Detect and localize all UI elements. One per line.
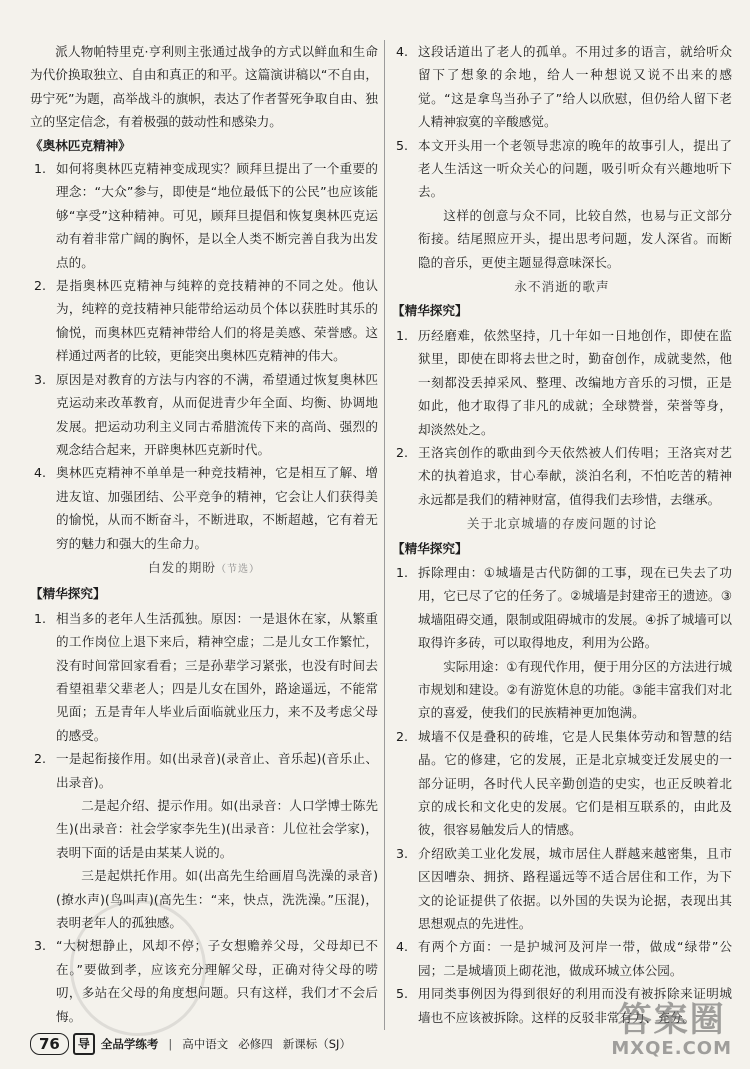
item-text: 本文开头用一个老领导悲凉的晚年的故事引人，提出了老人生活这一听众关心的问题，吸引听众有兴趣地听下去。 <box>418 137 732 200</box>
wall-item-3 <box>392 842 732 936</box>
song-item-1 <box>392 324 732 441</box>
item-number: 2. <box>396 728 409 744</box>
guide-icon: 导 <box>73 1033 95 1055</box>
wall-item-1-sub: 实际用途：①有现代作用，便于用分区的方法进行城市规划和建设。②有游览休息的功能。③能丰富我们对北京的喜爱，使我们的民族精神更加饱满。 <box>418 658 732 721</box>
page-footer <box>30 1031 361 1057</box>
column-divider <box>384 40 385 1030</box>
edition: 新课标（SJ） <box>282 1037 351 1051</box>
pan-item-4 <box>392 40 732 134</box>
section-title-city-wall: 关于北京城墙的存废问题的讨论 <box>466 516 658 532</box>
item-text: 王洛宾创作的歌曲到今天依然被人们传唱；王洛宾对艺术的执着追求，甘心奉献，淡泊名利，不怕吃苦的精神永远都是我们的精神财富，值得我们去珍惜，去继承。 <box>418 444 732 507</box>
item-number: 4. <box>396 939 409 955</box>
item-text: 奥林匹克精神不单单是一种竞技精神，它是相互了解、增进友谊、加强团结、公平竞争的精神，它会让人们获得美的愉悦，从而不断奋斗，不断进取，不断超越，它有着无穷的魅力和强大的生命力。 <box>56 465 378 551</box>
item-text: 历经磨难，依然坚持，几十年如一日地创作，即使在监狱里，即使在即将去世之时，勤奋创作，成就斐然，他一刻都没丢掉采风、整理、改编地方音乐的习惯，正是如此，他才取得了非凡的成就；全球赞誉，荣誉等身，却淡然处之。 <box>418 327 732 437</box>
watermark-line2: MXQE.COM <box>611 1038 732 1059</box>
essence-tag: 【精华探究】 <box>30 586 106 602</box>
right-column <box>392 40 732 1029</box>
item-number: 4. <box>34 465 47 481</box>
site-watermark <box>611 1002 732 1059</box>
item-text: 有两个方面：一是护城河及河岸一带，做成“绿带”公园；二是城墙顶上砌花池，做成环城立体公园。 <box>418 939 732 978</box>
item-text: 城墙不仅是叠积的砖堆，它是人民集体劳动和智慧的结晶。它的修建，它的发展，正是北京城变迁发展史的一部分证明，各时代人民辛勤创造的史实，也正反映着北京的成长和文化史的发展。它们是相互联系的，由此及彼，很容易触发后人的情感。 <box>418 728 732 838</box>
intro-paragraph: 派人物帕特里克·亨利则主张通过战争的方式以鲜血和生命为代价换取独立、自由和真正的和平。这篇演讲稿以“不自由，毋宁死”为题，高举战斗的旗帜，表达了作者誓死争取自由、独立的坚定信念，有着极强的鼓动性和感染力。 <box>30 44 378 130</box>
brand-name: 全品学练考 <box>100 1037 159 1051</box>
olympic-item-1 <box>30 157 378 274</box>
section-title-white-hair <box>30 556 378 581</box>
olympic-item-4 <box>30 461 378 555</box>
footer-separator: | <box>168 1037 173 1051</box>
olympic-item-3 <box>30 368 378 462</box>
item-text: 介绍欧美工业化发展，城市居住人群越来越密集，且市区因嘈杂、拥挤、路程遥远等不适合居住和工作，为下文的论证提供了依据。以外国的失误为论据，表现出其思想观点的先进性。 <box>418 845 732 932</box>
item-text: 这段话道出了老人的孤单。不用过多的语言，就给听众留下了想象的余地，给人一种想说又说不出来的感觉。“这是拿鸟当孙子了”给人以欣慰，但仍给人留下老人精神寂寞的辛酸感觉。 <box>418 44 732 130</box>
volume: 必修四 <box>238 1037 273 1051</box>
olympic-section-title: 《奥林匹克精神》 <box>30 137 131 153</box>
item-number: 2. <box>34 751 47 767</box>
subject: 高中语文 <box>182 1037 229 1051</box>
item-number: 2. <box>396 444 409 460</box>
section-title-song: 永不消逝的歌声 <box>514 279 610 295</box>
pan-item-1 <box>30 607 378 747</box>
item-number: 1. <box>34 161 47 177</box>
wall-item-4 <box>392 935 732 982</box>
item-text: 原因是对教育的方法与内容的不满，希望通过恢复奥林匹克运动来改革教育，从而促进青少年全面、均衡、协调地发展。把运动功利主义同古希腊流传下来的高尚、强烈的观念结合起来，开辟奥林匹克新时代。 <box>56 371 378 457</box>
wall-item-2 <box>392 725 732 842</box>
pan-item-2-sub-2: 三是起烘托作用。如(出高先生给画眉鸟洗澡的录音)(撩水声)(鸟叫声)(高先生：“来，快点，洗洗澡。”压混)，表明老年人的孤独感。 <box>56 868 378 931</box>
item-number: 5. <box>396 137 409 153</box>
page-number: 76 <box>30 1033 69 1055</box>
essence-tag: 【精华探究】 <box>392 303 468 319</box>
item-text: 是指奥林匹克精神与纯粹的竞技精神的不同之处。他认为，纯粹的竞技精神只能带给运动员个体以获胜时其乐的愉悦，而奥林匹克精神带给人们的将是美感、荣誉感。这样通过两者的比较，更能突出奥林匹克精神的伟大。 <box>56 278 378 364</box>
item-number: 1. <box>396 564 409 580</box>
wall-item-1 <box>392 561 732 655</box>
item-number: 3. <box>396 845 409 861</box>
item-number: 3. <box>34 371 47 387</box>
left-column <box>30 40 378 1028</box>
essence-tag: 【精华探究】 <box>392 540 468 556</box>
faded-stamp <box>70 900 206 1036</box>
item-number: 5. <box>396 986 409 1002</box>
item-text: 相当多的老年人生活孤独。原因：一是退休在家，从繁重的工作岗位上退下来后，精神空虚；二是儿女工作繁忙，没有时间常回家看看；三是孙辈学习紧张，也没有时间去看望祖辈父辈老人；四是儿女在国外，路途遥远，不能常见面；五是青年人毕业后面临就业压力，来不及考虑父母的感受。 <box>56 610 378 743</box>
pan-item-2-sub-1: 二是起介绍、提示作用。如(出录音：人口学博士陈先生)(出录音：社会学家李先生)(出录音：儿位社会学家)，表明下面的话是由某某人说的。 <box>56 798 378 860</box>
item-number: 1. <box>34 610 47 626</box>
watermark-line1: 答案圈 <box>617 1000 726 1040</box>
olympic-item-2 <box>30 274 378 368</box>
item-text: 用同类事例因为得到很好的利用而没有被拆除来证明城墙也不应该被拆除。这样的反驳非常有力、充分。 <box>418 986 732 1025</box>
item-number: 1. <box>396 327 409 343</box>
pan-item-2 <box>30 747 378 794</box>
section-title-note: （节选） <box>215 563 260 575</box>
item-text: “大树想静止，风却不停；子女想赡养父母，父母却已不在。”要做到孝，应该充分理解父母，正确对待父母的唠叨，多站在父母的角度想问题。只有这样，我们才不会后悔。 <box>56 938 378 1024</box>
item-number: 3. <box>34 938 47 954</box>
pan-item-5-sub: 这样的创意与众不同，比较自然，也易与正文部分衔接。结尾照应开头，提出思考问题，发人深省。而断隐的音乐，更使主题显得意味深长。 <box>418 207 732 270</box>
item-text: 如何将奥林匹克精神变成现实？顾拜旦提出了一个重要的理念：“大众”参与，即使是“地位最低下的公民”也应该能够“享受”这种精神。可见，顾拜旦提倡和恢复奥林匹克运动有着非常广阔的胸怀，是以全人类不断完善自我为出发点的。 <box>56 161 378 270</box>
pan-item-5 <box>392 134 732 204</box>
section-title-text: 白发的期盼 <box>148 559 216 575</box>
item-text: 拆除理由：①城墙是古代防御的工事，现在已失去了功用，它已尽了它的任务了。②城墙是封建帝王的遗迹。③城墙阻碍交通，限制或阻碍城市的发展。④拆了城墙可以取得许多砖，可以取得地皮，利用为公路。 <box>418 564 732 651</box>
item-text: 一是起衔接作用。如(出录音)(录音止、音乐起)(音乐止、出录音)。 <box>56 751 378 790</box>
item-number: 2. <box>34 278 47 294</box>
song-item-2 <box>392 441 732 511</box>
item-number: 4. <box>396 44 409 59</box>
